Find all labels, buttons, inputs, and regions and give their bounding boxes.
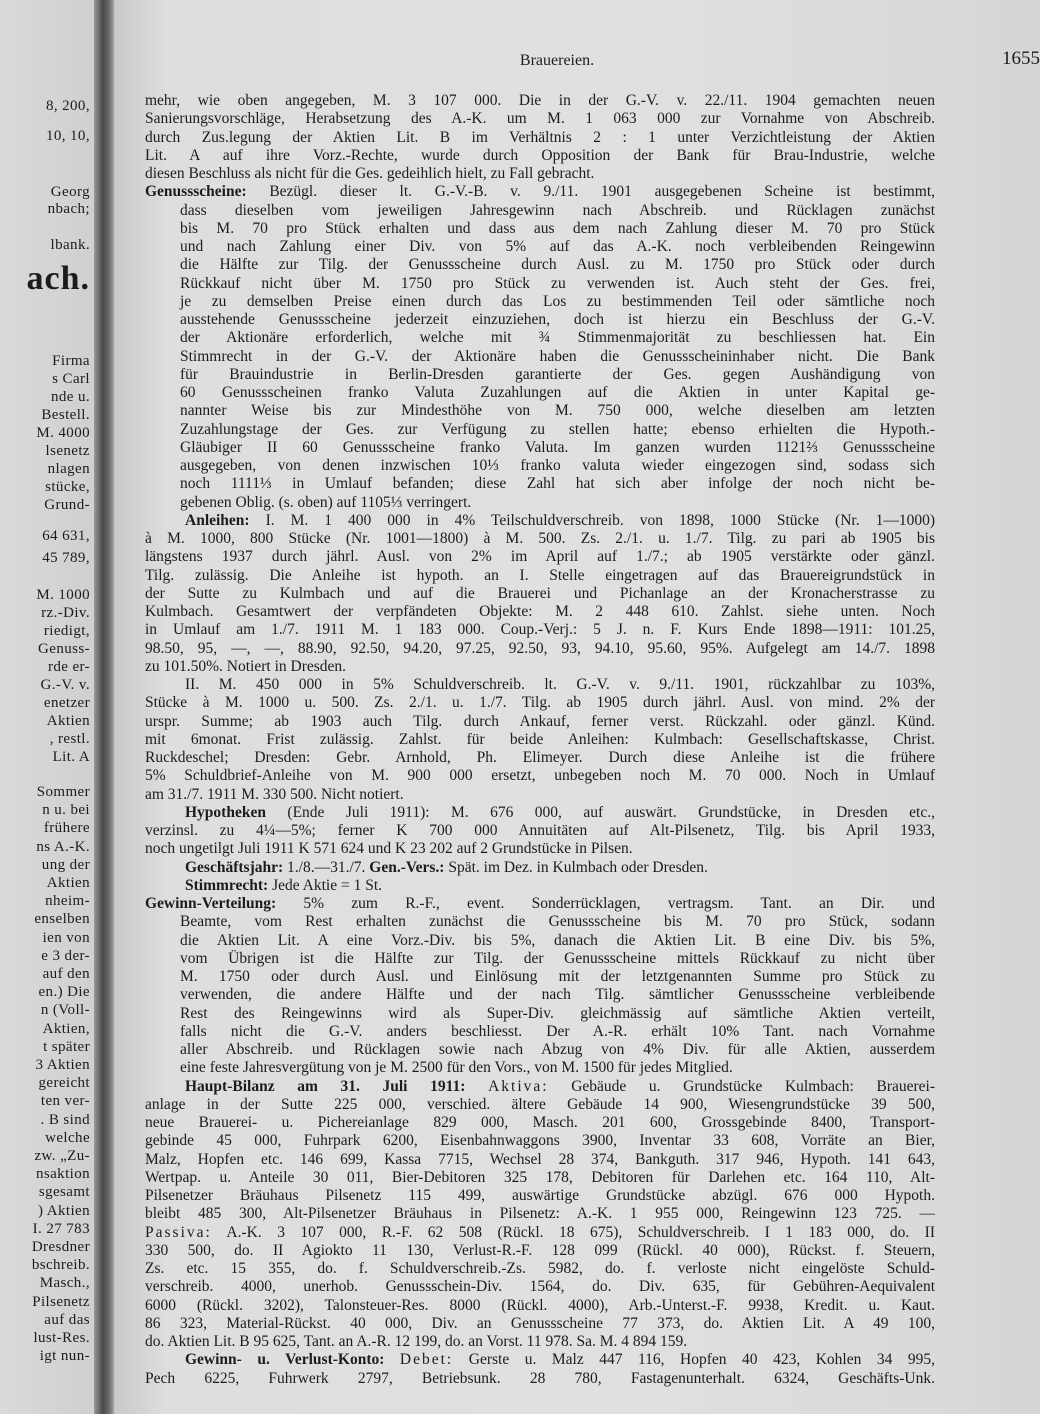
- text-line: zu 101.50%. Notiert in Dresden.: [145, 657, 347, 675]
- text-line: Ruckdeschel; Dresden: Gebr. Arnhold, Ph. Elimeyer. Durch diese Anleihe ist die frühere: [145, 749, 935, 766]
- text-line: 5% Schuldbrief-Anleihe von M. 900 000 ersetzt, unbegeben noch M. 70 000. Noch in Umlauf: [145, 767, 935, 785]
- text-line: verzinsl. zu 4¼—5%; ferner K 700 000 Annuitäten auf Alt-Pilsenetz, Tilg. bis April 1933,: [145, 822, 935, 839]
- text-line: noch ungetilgt Juli 1911 K 571 624 und K 23 202 auf 2 Grundstücke in Pilsen.: [145, 840, 633, 858]
- fragment-line: rde er-: [47, 659, 90, 675]
- text-line: Stimmrecht: Jede Aktie = 1 St.: [185, 876, 383, 894]
- text-line: gebinde 45 000, Fuhrpark 6200, Eisenbahnwaggons 3900, Inventar 33 608, Vorräte an Bier,: [145, 1132, 935, 1150]
- fragment-line: Pilsenetz: [32, 1294, 90, 1310]
- text-line: Rest des Reingewinns wird als Super-Div. gleichmässig auf sämtliche Aktien verteilt,: [180, 1004, 935, 1022]
- fragment-line: enetzer: [43, 695, 90, 711]
- text-line: der Sutte zu Kulmbach und auf die Brauerei und Pichanlage an der Kronacherstrasse zu: [145, 584, 935, 602]
- previous-page-fragment: [0, 0, 98, 1414]
- text-line: vom Übrigen ist die Hälfte zur Tilg. der Genussscheine mittels Rückkauf zu nicht über: [180, 949, 935, 967]
- ledger-label: Debet:: [399, 1351, 454, 1369]
- text-line: II. M. 450 000 in 5% Schuldverschreib. lt. G.-V. v. 9./11. 1901, rückzahlbar zu 103%,: [185, 676, 935, 693]
- text-line: à M. 1000, 800 Stücke (Nr. 1001—1800) à M. 500. Zs. 2./1. u. 1./7. Tilg. zu pari ab 1905 bis: [145, 530, 935, 547]
- text-line: bleibt 485 300, Alt-Pilsenetzer Bräuhaus in Pilsenetz: A.-K. 1 955 000, Reingewinn 123 725. —: [145, 1205, 935, 1223]
- text-line: Lit. A auf ihre Vorz.-Rechte, wurde durch Opposition der Bank für Brau-Industrie, welche: [145, 146, 935, 164]
- fragment-line: M. 4000: [36, 425, 90, 441]
- text-line: Pilsenetzer Bräuhaus Pilsenetz 115 499, auswärtige Grundstücke abzügl. 676 000 Hypoth.: [145, 1187, 935, 1204]
- text-line: Sanierungsvorschläge, Herabsetzung des A.-K. um M. 1 063 000 zur Vornahme von Abschreib.: [145, 110, 935, 128]
- text-line: 98.50, 95, —, —, 88.90, 92.50, 94.20, 97.25, 92.50, 93, 94.10, 95.60, 95%. Aufgelegt am 14./7. 1898: [145, 639, 935, 657]
- ledger-label: Passiva:: [145, 1223, 212, 1241]
- text-line: diesen Beschluss als nicht für die Ges. gedeihlich hielt, zu Fall gebracht.: [145, 165, 595, 182]
- text-line: Tilg. zulässig. Die Anleihe ist hypoth. an I. Stelle eingetragen auf das Brauereigrundstück in: [145, 566, 935, 584]
- text-line: eine feste Jahresvergütung von je M. 2500 für den Vors., von M. 1500 für jedes Mitglied.: [180, 1059, 733, 1077]
- fragment-line: M. 1000: [36, 587, 90, 603]
- text-line: am 31./7. 1911 M. 330 500. Nicht notiert.: [145, 785, 404, 803]
- text-line: Haupt-Bilanz am 31. Juli 1911: Aktiva: Gebäude u. Grundstücke Kulmbach: Brauerei-: [185, 1077, 936, 1095]
- text-line: Gläubiger II 60 Genussscheine franko Valuta. Im ganzen wurden 1121⅔ Genussscheine: [180, 438, 935, 456]
- fragment-line: zw. „Zu-: [34, 1148, 90, 1164]
- fragment-line: enselben: [34, 911, 90, 927]
- text-line: Wertpap. u. Anteile 30 011, Bier-Debitoren 325 178, Debitoren für Darlehen etc. 164 110, Alt-: [145, 1168, 935, 1186]
- text-line: Anleihen: I. M. 1 400 000 in 4% Teilschuldverschreib. von 1898, 1000 Stücke (Nr. 1—1000): [185, 511, 935, 529]
- text-line: aller Abschreib. und Rücklagen sowie nach Abzug von 4% Div. für alle Aktien, ausserdem: [180, 1041, 935, 1058]
- fragment-line: G.-V. v.: [40, 677, 90, 693]
- fragment-line: I. 27 783: [32, 1221, 90, 1237]
- paragraph: [145, 1351, 935, 1388]
- text-line: Rückkauf nicht über M. 1750 pro Stück zu verwenden ist. Auch steht der Ges. frei,: [180, 274, 935, 292]
- text-line: Zs. etc. 15 355, do. f. Schuldverschreib.-Zs. 5982, do. f. verloste nicht eingelöste Schuld-: [145, 1260, 935, 1277]
- text-line: anlage in der Sutte 225 000, verschied. ältere Gebäude 14 900, Wiesengrundstücke 39 500,: [145, 1095, 935, 1113]
- text-line: durch Zus.legung der Aktien Lit. B im Verhältnis 2 : 1 unter Verzichtleistung der Aktien: [145, 128, 935, 146]
- fragment-line: welche: [45, 1130, 90, 1146]
- text-line: urspr. Summe; ab 1903 auch Tilg. durch Ankauf, ferner verst. Rückzahl. oder gänzl. Künd.: [145, 712, 935, 730]
- text-line: Genussscheine: Bezügl. dieser lt. G.-V.-B. v. 9./11. 1901 ausgegebenen Scheine ist bestimmt,: [145, 183, 935, 201]
- fragment-line: nbach;: [47, 201, 90, 217]
- fragment-line: lust-Res.: [33, 1330, 90, 1346]
- paragraph: [145, 676, 935, 804]
- paragraph: [145, 1078, 935, 1352]
- text-line: nannter Weise bis zur Mindesthöhe von M. 750 000, welche dieselben am letzten: [180, 402, 935, 420]
- paragraph: [145, 895, 935, 1078]
- fragment-line: Bestell.: [41, 407, 90, 423]
- text-line: Geschäftsjahr: 1./8.—31./7. Gen.-Vers.: Spät. im Dez. in Kulmbach oder Dresden.: [185, 858, 708, 876]
- fragment-line: t später: [43, 1039, 90, 1055]
- fragment-line: stücke,: [45, 479, 90, 495]
- text-line: Gewinn-Verteilung: 5% zum R.-F., event. Sonderrücklagen, vertragsm. Tant. an Dir. und: [145, 895, 935, 912]
- fragment-line: gereicht: [38, 1075, 90, 1091]
- fragment-line: , restl.: [49, 731, 90, 747]
- text-line: falls nicht die G.-V. anders beschliesst. Der A.-R. erhält 10% Tant. nach Vornahme: [180, 1022, 935, 1040]
- section-heading: Stimmrecht:: [185, 876, 269, 894]
- fragment-line: auf den: [42, 966, 90, 982]
- fragment-line: ien von: [42, 930, 90, 946]
- page-number: 1655: [1002, 48, 1040, 69]
- text-line: Hypotheken (Ende Juli 1911): M. 676 000, auf auswärt. Grundstücke, in Dresden etc.,: [185, 803, 935, 821]
- text-line: Gewinn- u. Verlust-Konto: Debet: Gerste u. Malz 447 116, Hopfen 40 423, Kohlen 34 995,: [185, 1351, 935, 1369]
- fragment-line: ung der: [41, 857, 90, 873]
- fragment-line: Lit. A: [52, 749, 90, 765]
- fragment-line: nlagen: [47, 461, 90, 477]
- ledger-label: Aktiva:: [488, 1077, 549, 1095]
- fragment-line: ach.: [26, 260, 90, 297]
- text-line: Malz, Hopfen etc. 146 699, Kassa 7715, Wechsel 28 374, Bankguth. 317 946, Hypoth. 141 643,: [145, 1150, 935, 1168]
- section-heading: Haupt-Bilanz am 31. Juli 1911:: [185, 1077, 466, 1095]
- text-line: gebenen Oblig. (s. oben) auf 1105⅓ verringert.: [180, 493, 472, 511]
- fragment-line: 45 789,: [42, 550, 90, 566]
- text-line: für Brauindustrie in Berlin-Dresden garantierte der Ges. gegen Aushändigung von: [180, 365, 935, 383]
- fragment-line: sgesamt: [38, 1184, 90, 1200]
- fragment-line: Masch.,: [39, 1275, 90, 1291]
- text-line: 86 323, Material-Rückst. 40 000, Div. an Genussscheine 77 373, do. Aktien Lit. A 49 100,: [145, 1314, 935, 1332]
- paragraph: [145, 804, 935, 859]
- fragment-line: Firma: [52, 353, 90, 369]
- fragment-line: rz.-Div.: [41, 605, 90, 621]
- text-line: Zuzahlungstage der Ges. zur Verfügung zu stellen hatte; ebenso erhielten die Hypoth.-: [180, 420, 935, 438]
- fragment-line: Sommer: [36, 784, 90, 800]
- fragment-line: auf das: [44, 1312, 90, 1328]
- section-heading: Hypotheken: [185, 803, 266, 821]
- book-gutter: [94, 0, 116, 1414]
- fragment-line: Aktien,: [42, 1021, 90, 1037]
- text-line: Kulmbach. Gesamtwert der verpfändeten Objekte: M. 2 448 610. Zahlst. siehe unten. Noch: [145, 603, 935, 620]
- text-line: und nach Zahlung einer Div. von 5% auf das A.-K. noch verbleibenden Reingewinn: [180, 238, 935, 255]
- text-line: verwenden, die andere Hälfte und der nach Tilg. sämtlicher Genussscheine verbleibende: [180, 986, 935, 1004]
- fragment-line: 10, 10,: [45, 128, 90, 144]
- text-line: längstens 1937 durch jährl. Ausl. von 2% im April auf 1./7.; ab 1905 verstärkte oder gänzl.: [145, 548, 935, 566]
- text-line: in Umlauf am 1./7. 1911 M. 1 183 000. Coup.-Verj.: 5 J. n. F. Kurs Ende 1898—1911: 101.25,: [145, 621, 935, 639]
- fragment-line: Grund-: [44, 497, 90, 513]
- fragment-line: frühere: [43, 820, 90, 836]
- text-line: neue Brauerei- u. Pichereianlage 829 000, Masch. 201 600, Grossgebinde 8400, Transport-: [145, 1114, 935, 1131]
- fragment-line: 64 631,: [42, 528, 90, 544]
- fragment-line: lsenetz: [45, 443, 90, 459]
- section-heading: Gen.-Vers.:: [369, 858, 445, 876]
- fragment-line: ten ver-: [40, 1093, 90, 1109]
- fragment-line: igt nun-: [39, 1348, 90, 1364]
- fragment-line: n (Voll-: [40, 1002, 90, 1018]
- fragment-line: Aktien: [46, 875, 90, 891]
- paragraph: [145, 877, 935, 895]
- fragment-line: nsaktion: [35, 1166, 90, 1182]
- running-title: Brauereien.: [519, 52, 595, 69]
- text-line: ausstehende Genussscheine jederzeit einzuziehen, doch ist hierzu ein Beschluss der G.-V.: [180, 311, 935, 328]
- fragment-line: bschreib.: [31, 1257, 90, 1273]
- section-heading: Anleihen:: [185, 511, 250, 529]
- fragment-line: . B sind: [40, 1112, 90, 1128]
- text-line: Pech 6225, Fuhrwerk 2797, Betriebsunk. 28 780, Fastagenunterhalt. 6324, Geschäfts-Unk.: [145, 1369, 935, 1387]
- text-line: ausgegeben, von denen inzwischen 10⅓ franko valuta wieder eingezogen sind, sodass sich: [180, 457, 935, 474]
- fragment-line: 3 Aktien: [35, 1057, 90, 1073]
- fragment-line: en.) Die: [38, 984, 90, 1000]
- section-heading: Genussscheine:: [145, 183, 247, 201]
- fragment-line: nheim-: [45, 893, 90, 909]
- text-line: Passiva: A.-K. 3 107 000, R.-F. 62 508 (Rückl. 18 675), Schuldverschreib. I 1 183 000, do. II: [145, 1223, 935, 1241]
- fragment-line: ns A.-K.: [36, 839, 90, 855]
- fragment-line: 8, 200,: [45, 98, 90, 114]
- paragraph: [145, 183, 935, 512]
- fragment-line: n u. bei: [42, 802, 90, 818]
- text-line: 60 Genussscheinen franko Valuta Zuzahlungen auf die Aktien in unter Kapital ge-: [180, 384, 935, 401]
- paragraph: [145, 92, 935, 183]
- paragraph: [145, 512, 935, 676]
- text-body: [145, 92, 935, 1388]
- text-line: M. 1750 oder durch Ausl. und Einlösung mit der letztgenannten Summe pro Stück zu: [180, 968, 935, 985]
- fragment-line: lbank.: [50, 237, 90, 253]
- text-line: dass dieselben vom jeweiligen Jahresgewinn nach Abschreib. und Rücklagen zunächst: [180, 201, 935, 219]
- text-line: mehr, wie oben angegeben, M. 3 107 000. Die in der G.-V. v. 22./11. 1904 gemachten neuen: [145, 92, 935, 109]
- text-line: 6000 (Rückl. 3202), Talonsteuer-Res. 8000 (Rückl. 4000), Arb.-Unterst.-F. 9938, Kredit. u. Kaut.: [145, 1296, 935, 1314]
- section-heading: Gewinn-Verteilung:: [145, 895, 277, 912]
- text-line: bis M. 70 pro Stück erhalten und dass aus dem nach Zahlung dieser M. 70 pro Stück: [180, 219, 935, 237]
- text-line: die Aktien Lit. A eine Vorz.-Div. bis 5%, danach die Aktien Lit. B eine Div. bis 5%,: [180, 931, 935, 949]
- fragment-line: s Carl: [52, 371, 90, 387]
- text-line: mit 6monat. Frist zulässig. Zahlst. für beide Anleihen: Kulmbach: Gesellschaftskasse, Christ.: [145, 730, 935, 748]
- fragment-line: Genuss-: [38, 641, 90, 657]
- text-line: verschreib. 4000, unerhob. Genussschein-Div. 1564, do. Div. 635, für Gebühren-Aequivalent: [145, 1278, 935, 1296]
- text-line: je zu demselben Preise einen durch das Los zu bestimmenden Teil oder sämtliche noch: [180, 292, 935, 310]
- section-heading: Geschäftsjahr:: [185, 858, 284, 876]
- section-heading: Gewinn- u. Verlust-Konto:: [185, 1351, 385, 1369]
- fragment-line: e 3 der-: [41, 948, 90, 964]
- text-line: 330 500, do. II Agiokto 11 130, Verlust-R.-F. 128 099 (Rückl. 40 000), Rückst. f. Steuern,: [145, 1241, 935, 1259]
- text-line: Stücke à M. 1000 u. 500. Zs. 2./1. u. 1./7. Tilg. ab 1905 durch jährl. Ausl. von mind. 2% der: [145, 694, 935, 712]
- text-line: do. Aktien Lit. B 95 625, Tant. an A.-R. 12 199, do. an Vorst. 11 978. Sa. M. 4 894 159.: [145, 1333, 688, 1350]
- fragment-line: Dresdner: [31, 1239, 90, 1255]
- paragraph: [145, 859, 935, 877]
- text-line: Beamte, vom Rest erhalten zunächst die Genussscheine bis M. 70 pro Stück, sodann: [180, 913, 935, 931]
- fragment-line: riedigt,: [43, 623, 90, 639]
- text-line: der Aktionäre erforderlich, welche mit ¾ Stimmenmajorität zu beschliessen hat. Ein: [180, 329, 935, 347]
- fragment-line: ) Aktien: [38, 1203, 90, 1219]
- text-line: Stimmrecht in der G.-V. der Aktionäre haben die Genussscheininhaber nicht. Die Bank: [180, 347, 935, 365]
- fragment-line: nde u.: [50, 389, 90, 405]
- fragment-line: Aktien: [46, 713, 90, 729]
- text-line: die Hälfte zur Tilg. der Genussscheine durch Ausl. zu M. 1750 pro Stück oder durch: [180, 256, 935, 274]
- fragment-line: Georg: [50, 184, 90, 200]
- text-line: noch 1111⅓ in Umlauf befanden; diese Zahl hat sich aber infolge der noch nicht be-: [180, 475, 935, 493]
